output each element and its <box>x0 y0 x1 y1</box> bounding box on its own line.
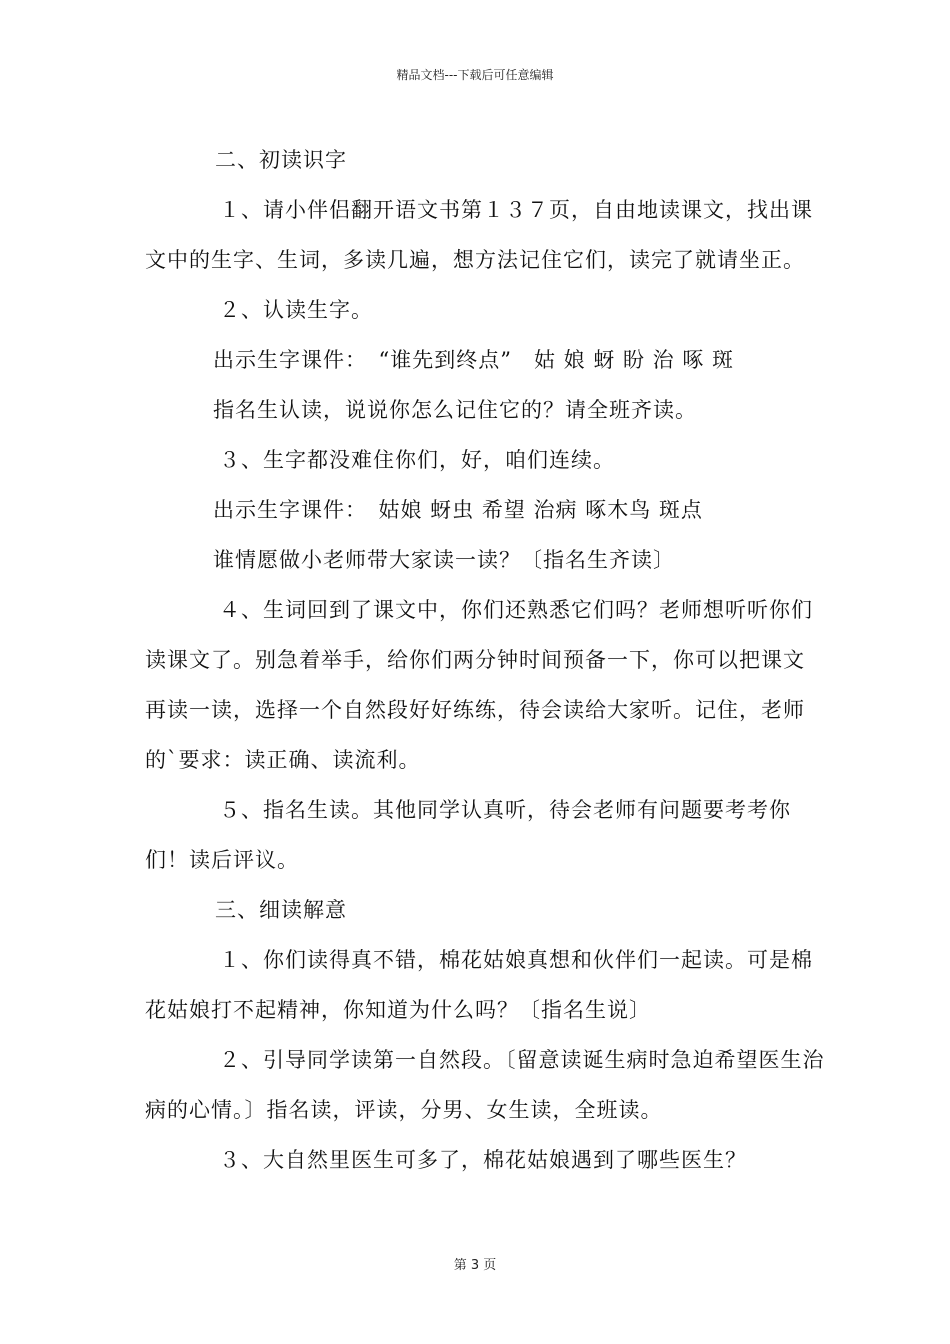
paragraph: ５、指名生读。其他同学认真听，待会老师有问题要考考你们！读后评议。 <box>145 798 791 872</box>
page-number: 第 3 页 <box>453 1258 497 1273</box>
document-body <box>145 135 825 1185</box>
page-header: 精品文档---下载后可任意编辑 <box>396 68 554 82</box>
paragraph: 出示生字课件： “谁先到终点” 姑 娘 蚜 盼 治 啄 斑 <box>213 348 735 372</box>
paragraph: １、请小伴侣翻开语文书第１３７页，自由地读课文，找出课文中的生字、生词，多读几遍，想方法记住它们，读完了就请坐正。 <box>145 198 813 272</box>
paragraph: １、你们读得真不错，棉花姑娘真想和伙伴们一起读。可是棉花姑娘打不起精神，你知道为什么吗？〔指名生说〕 <box>145 948 813 1022</box>
paragraph: ３、大自然里医生可多了，棉花姑娘遇到了哪些医生？ <box>219 1148 747 1172</box>
section-heading: 三、细读解意 <box>215 898 347 922</box>
paragraph: 谁情愿做小老师带大家读一读？〔指名生齐读〕 <box>213 548 675 572</box>
paragraph: 指名生认读，说说你怎么记住它的？请全班齐读。 <box>213 398 697 422</box>
paragraph: ４、生词回到了课文中，你们还熟悉它们吗？老师想听听你们读课文了。别急着举手，给你们两分钟时间预备一下，你可以把课文再读一读，选择一个自然段好好练练，待会读给大家听。记住，老师的`要求：读正确、读流利。 <box>145 598 813 772</box>
paragraph: ２、引导同学读第一自然段。〔留意读诞生病时急迫希望医生治病的心情。〕指名读，评读，分男、女生读，全班读。 <box>145 1048 825 1122</box>
section-heading: 二、初读识字 <box>215 148 347 172</box>
paragraph: 出示生字课件： 姑娘 蚜虫 希望 治病 啄木鸟 斑点 <box>213 498 703 522</box>
paragraph: ３、生字都没难住你们，好，咱们连续。 <box>219 448 615 472</box>
paragraph: ２、认读生字。 <box>219 298 373 322</box>
